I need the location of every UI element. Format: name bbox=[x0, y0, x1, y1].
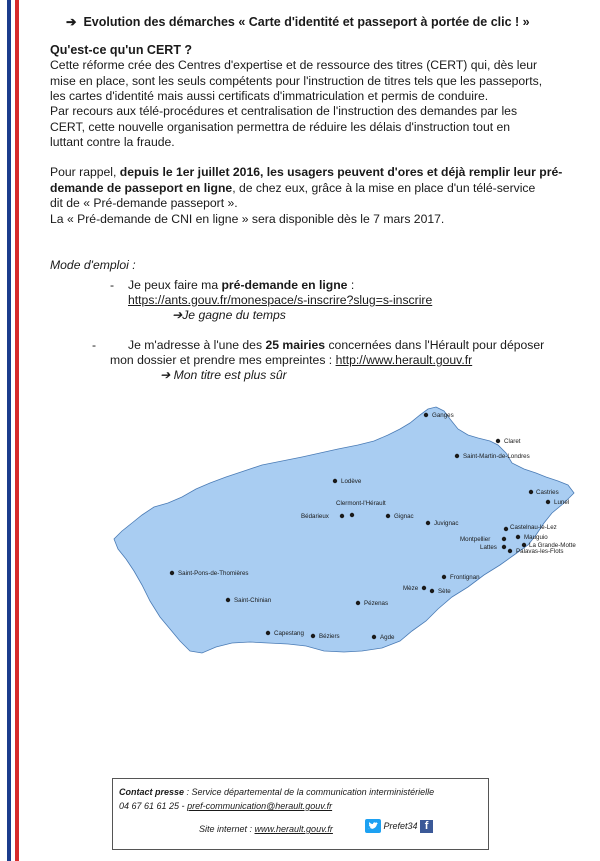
city-label: Béziers bbox=[319, 633, 340, 640]
social-links bbox=[365, 819, 433, 833]
mode-item-2 bbox=[128, 338, 544, 354]
contact-label: Contact presse bbox=[119, 787, 185, 797]
city-label: Ganges bbox=[432, 412, 454, 419]
city-marker bbox=[350, 513, 354, 517]
city-label: Gignac bbox=[394, 513, 414, 520]
cert-p1-line: mise en place, sont les seuls compétents pour l'instruction de titres tels que les passeports, bbox=[50, 73, 543, 88]
city-label: Palavas-les-Flots bbox=[516, 548, 564, 555]
cert-paragraph-2 bbox=[50, 104, 590, 151]
page-title bbox=[66, 14, 530, 29]
mode-emploi-title: Mode d'emploi : bbox=[50, 258, 136, 272]
cert-paragraph-1 bbox=[50, 58, 590, 105]
city-marker bbox=[340, 514, 344, 518]
cert-title: Qu'est-ce qu'un CERT ? bbox=[50, 43, 193, 57]
city-marker bbox=[455, 454, 459, 458]
city-marker bbox=[333, 479, 337, 483]
city-marker bbox=[546, 500, 550, 504]
page-title-text: Evolution des démarches « Carte d'identité et passeport à portée de clic ! » bbox=[83, 15, 530, 29]
city-marker bbox=[502, 545, 506, 549]
cert-p1-line: les cartes d'identité mais aussi certificats d'immatriculation et permis de conduire. bbox=[50, 89, 489, 103]
city-label: Capestang bbox=[274, 630, 304, 637]
mode-item-2-text: Je m'adresse à l'une des bbox=[128, 338, 266, 352]
mode-item-2-text: mon dossier et prendre mes empreintes : bbox=[110, 353, 336, 367]
cert-p2-line: CERT, cette nouvelle organisation permettra de réduire les délais d'instruction tout en bbox=[50, 119, 511, 134]
city-label: Agde bbox=[380, 634, 395, 641]
twitter-icon[interactable] bbox=[365, 819, 381, 833]
city-marker bbox=[516, 535, 520, 539]
city-marker bbox=[496, 439, 500, 443]
cert-p2-line: Par recours aux télé-procédures et centralisation de l'instruction des demandes par les bbox=[50, 104, 518, 118]
contact-phone-line bbox=[119, 801, 332, 811]
city-marker bbox=[502, 537, 506, 541]
city-label: Lunel bbox=[554, 499, 570, 506]
contact-box bbox=[112, 778, 489, 850]
city-marker bbox=[529, 490, 533, 494]
city-label: Saint-Chinian bbox=[234, 597, 272, 604]
city-label: Sète bbox=[438, 588, 451, 595]
contact-line bbox=[119, 787, 434, 797]
city-marker bbox=[442, 575, 446, 579]
site-link[interactable]: www.herault.gouv.fr bbox=[254, 824, 333, 834]
city-marker bbox=[386, 514, 390, 518]
city-marker bbox=[424, 413, 428, 417]
rappel-cni: La « Pré-demande de CNI en ligne » sera disponible dès le 7 mars 2017. bbox=[50, 211, 445, 226]
city-marker bbox=[522, 543, 526, 547]
mode-item-2-line2 bbox=[110, 353, 472, 369]
rappel-bold: demande de passeport en ligne bbox=[50, 180, 233, 195]
city-marker bbox=[170, 571, 174, 575]
contact-email-link[interactable]: pref-communication@herault.gouv.fr bbox=[187, 801, 333, 811]
city-label: Montpellier bbox=[460, 536, 491, 543]
mode-item-2-dash: - bbox=[92, 338, 97, 352]
city-label: Mauguio bbox=[524, 534, 548, 541]
rappel-text: , de chez eux, grâce à la mise en place d'un télé-service bbox=[232, 180, 536, 195]
rappel-text: dit de « Pré-demande passeport ». bbox=[50, 196, 238, 210]
rappel-paragraph bbox=[50, 165, 595, 227]
city-label: Claret bbox=[504, 438, 521, 445]
herault-link[interactable]: http://www.herault.gouv.fr bbox=[335, 353, 473, 367]
city-marker bbox=[504, 527, 508, 531]
mode-item-1-text: Je peux faire ma bbox=[128, 278, 222, 292]
city-marker bbox=[508, 549, 512, 553]
city-label: Pézenas bbox=[364, 600, 389, 607]
city-label: Saint-Martin-de-Londres bbox=[463, 453, 530, 460]
mode-item-1 bbox=[128, 278, 354, 294]
site-line bbox=[199, 824, 333, 834]
site-label: Site internet : bbox=[199, 824, 255, 834]
flag-stripe-red bbox=[15, 0, 19, 861]
mode-item-1-bold: pré-demande en ligne bbox=[221, 278, 348, 292]
benefit-secure: ➔ Mon titre est plus sûr bbox=[160, 368, 287, 382]
twitter-handle[interactable]: Prefet34 bbox=[383, 821, 418, 831]
city-label: Frontignan bbox=[450, 574, 480, 581]
mode-item-1-colon: : bbox=[347, 278, 355, 292]
city-marker bbox=[311, 634, 315, 638]
city-label: Mèze bbox=[403, 585, 419, 592]
city-label: Bédarieux bbox=[301, 513, 329, 520]
mode-item-2-text: concernées dans l'Hérault pour déposer bbox=[325, 338, 545, 352]
herault-map bbox=[112, 405, 577, 675]
mode-item-2-bold: 25 mairies bbox=[265, 338, 326, 352]
rappel-bold: depuis le 1er juillet 2016, les usagers peuvent d'ores et déjà remplir leur pré- bbox=[119, 165, 563, 179]
city-marker bbox=[356, 601, 360, 605]
city-label: La Grande-Motte bbox=[529, 542, 576, 549]
city-label: Lodève bbox=[341, 478, 362, 485]
city-marker bbox=[372, 635, 376, 639]
city-marker bbox=[226, 598, 230, 602]
city-label: Clermont-l'Hérault bbox=[336, 500, 386, 507]
contact-phone: 04 67 61 61 25 - bbox=[119, 801, 188, 811]
rappel-text: Pour rappel, bbox=[50, 165, 120, 179]
cert-p2-line: luttant contre la fraude. bbox=[50, 135, 175, 149]
city-label: Saint-Pons-de-Thomières bbox=[178, 570, 249, 577]
city-marker bbox=[422, 586, 426, 590]
city-label: Castries bbox=[536, 489, 559, 496]
benefit-time: ➔Je gagne du temps bbox=[172, 308, 286, 322]
mode-item-1-dash: - bbox=[110, 278, 115, 292]
arrow-icon: ➔ bbox=[66, 15, 77, 29]
city-marker bbox=[426, 521, 430, 525]
city-label: Castelnau-le-Lez bbox=[510, 524, 557, 531]
ants-link[interactable]: https://ants.gouv.fr/monespace/s-inscrire?slug=s-inscrire bbox=[128, 293, 433, 307]
facebook-icon[interactable]: f bbox=[420, 820, 433, 833]
city-label: Lattes bbox=[480, 544, 497, 551]
cert-p1-line: Cette réforme crée des Centres d'expertise et de ressource des titres (CERT) qui, dès leur bbox=[50, 58, 538, 72]
city-label: Juvignac bbox=[434, 520, 459, 527]
city-marker bbox=[266, 631, 270, 635]
city-marker bbox=[430, 589, 434, 593]
contact-service: : Service départemental de la communication interministérielle bbox=[184, 787, 435, 797]
